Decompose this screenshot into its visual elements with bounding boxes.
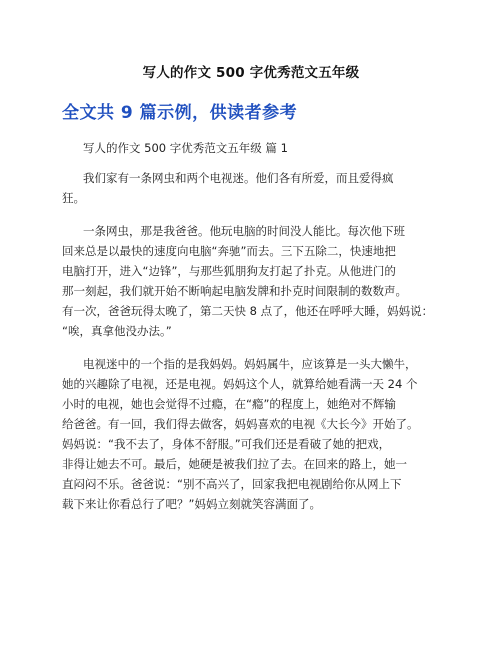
paragraph-line: 电脑打开，进入“边锋”，与那些狐朋狗友打起了扑克。从他进门的 — [62, 264, 396, 278]
paragraph-line: 她的兴趣除了电视，还是电视。妈妈这个人，就算给她看满一天 24 个 — [62, 377, 418, 391]
document-body — [62, 168, 452, 514]
paragraph-line: 一条网虫，那是我爸爸。他玩电脑的时间没人能比。每次他下班 — [83, 224, 405, 238]
paragraph-line: 小时的电视，她也会觉得不过瘾，在“瘾”的程度上，她绝对不辉输 — [62, 397, 396, 411]
paragraph-line: 狂。 — [62, 191, 85, 205]
paragraph-3 — [62, 354, 452, 514]
paragraph-2 — [62, 221, 452, 341]
paragraph-line: 回来总是以最快的速度向电脑“奔驰”而去。三下五除二，快速地把 — [62, 244, 396, 258]
paragraph-line: 电视迷中的一个指的是我妈妈。妈妈属牛，应该算是一头大懒牛， — [83, 357, 417, 371]
paragraph-line: 非得让她去不可。最后，她硬是被我们拉了去。在回来的路上，她一 — [62, 457, 407, 471]
paragraph-line: “唉，真拿他没办法。” — [62, 324, 172, 338]
paragraph-line: 妈妈说：“我不去了，身体不舒服。”可我们还是看破了她的把戏， — [62, 437, 391, 451]
section-heading: 写人的作文 500 字优秀范文五年级 篇 1 — [83, 141, 288, 155]
paragraph-line: 有一次，爸爸玩得太晚了，第二天快 8 点了，他还在呼呼大睡，妈妈说： — [62, 304, 434, 318]
paragraph-line: 直闷闷不乐。爸爸说：“别不高兴了，回家我把电视剧给你从网上下 — [62, 477, 402, 491]
paragraph-1 — [62, 168, 452, 208]
paragraph-line: 给爸爸。有一回，我们得去做客，妈妈喜欢的电视《大长今》开始了。 — [62, 417, 419, 431]
paragraph-line: 那一刻起，我们就开始不断响起电脑发牌和扑克时间限制的数数声。 — [62, 284, 407, 298]
paragraph-line: 我们家有一条网虫和两个电视迷。他们各有所爱，而且爱得疯 — [83, 171, 394, 185]
document-subtitle: 全文共 9 篇示例，供读者参考 — [62, 103, 298, 123]
paragraph-line: 载下来让你看总行了吧？”妈妈立刻就笑容满面了。 — [62, 497, 321, 511]
document-title: 写人的作文 500 字优秀范文五年级 — [142, 65, 360, 81]
